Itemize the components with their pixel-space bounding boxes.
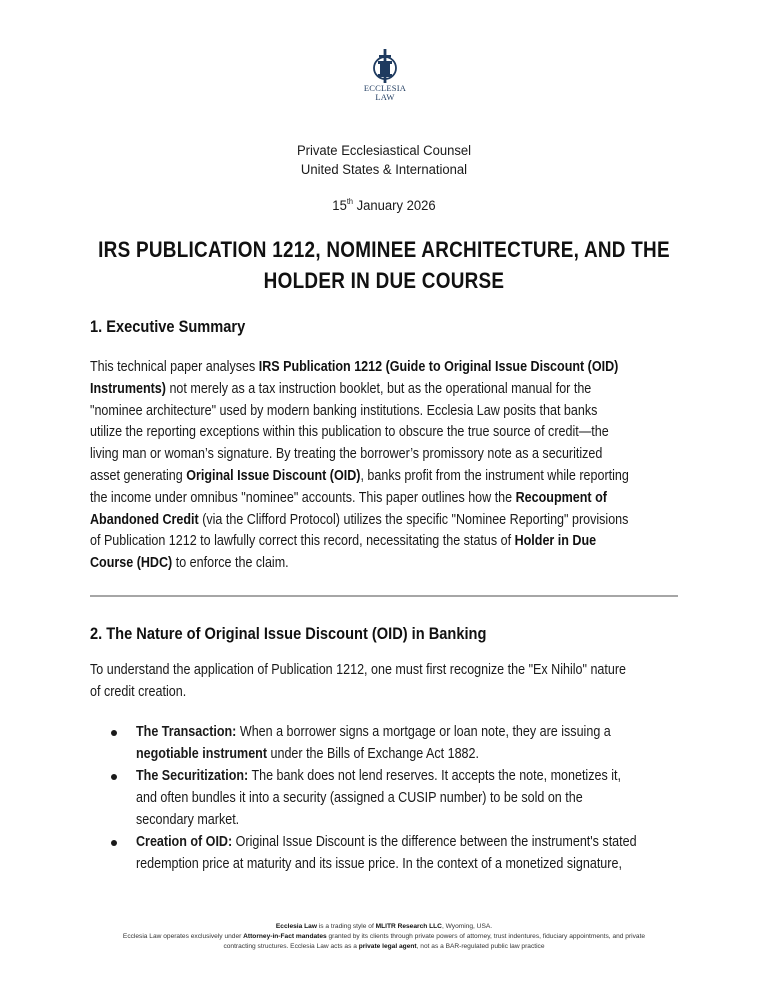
text-line bbox=[90, 444, 676, 466]
date-day: 15 bbox=[332, 198, 347, 214]
section-1-heading: 1. Executive Summary bbox=[90, 317, 246, 336]
text: contracting structures. Ecclesia Law acts as a bbox=[223, 943, 359, 950]
page-footer bbox=[0, 922, 768, 952]
intro-line: To understand the application of Publication 1212, one must first recognize the "Ex Nihilo" nature bbox=[90, 662, 627, 678]
date-month-year: January 2026 bbox=[352, 198, 436, 214]
text-line bbox=[136, 854, 672, 876]
text: not merely as a tax instruction booklet, but as the operational manual for the bbox=[165, 380, 592, 397]
intro-line: of credit creation. bbox=[90, 683, 187, 700]
text-line bbox=[90, 510, 676, 532]
text: is a trading style of bbox=[316, 923, 376, 930]
text-line bbox=[90, 531, 676, 553]
text: Ecclesia Law operates exclusively under bbox=[122, 933, 244, 940]
bullet-text bbox=[136, 832, 672, 876]
title-line-1: IRS PUBLICATION 1212, NOMINEE ARCHITECTURE, AND THE bbox=[98, 237, 670, 262]
firm-descriptor bbox=[31, 142, 738, 180]
bold-text: negotiable instrument bbox=[136, 745, 268, 762]
text: to enforce the claim. bbox=[172, 555, 289, 572]
bold-text: Ecclesia Law bbox=[275, 923, 317, 930]
text-line bbox=[136, 766, 672, 788]
text: granted by its clients through private powers of attorney, trust indentures, fiduciary appointments, and private bbox=[326, 933, 646, 940]
org-line-2: United States & International bbox=[300, 162, 468, 178]
text-line bbox=[136, 722, 672, 744]
date-suffix: th bbox=[346, 197, 353, 206]
bullet-icon bbox=[111, 774, 117, 780]
text: living man or woman’s signature. By treating the borrower’s promissory note as a securitized bbox=[90, 446, 603, 463]
text: and often bundles it into a security (assigned a CUSIP number) to be sold on the bbox=[136, 789, 583, 806]
text-line bbox=[136, 810, 672, 832]
text: This technical paper analyses bbox=[90, 359, 259, 375]
text: utilize the reporting exceptions within this publication to obscure the true source of credit—the bbox=[90, 424, 609, 441]
text: , not as a BAR-regulated public law practice bbox=[416, 943, 545, 950]
section-divider bbox=[90, 595, 678, 597]
bold-text: MLITR Research LLC bbox=[375, 923, 442, 930]
text: , Wyoming, USA. bbox=[441, 923, 493, 930]
bold-text: The Securitization: bbox=[136, 768, 249, 784]
bold-text: Creation of OID: bbox=[136, 834, 233, 850]
bold-text: Abandoned Credit bbox=[90, 511, 199, 528]
bullet-text bbox=[136, 766, 672, 831]
bold-text: Holder in Due bbox=[514, 533, 597, 550]
bold-text: IRS Publication 1212 (Guide to Original Issue Discount (OID) bbox=[258, 359, 619, 375]
column-cross-emblem-icon bbox=[370, 48, 400, 84]
bold-text: Instruments) bbox=[90, 380, 166, 397]
text: under the Bills of Exchange Act 1882. bbox=[267, 745, 479, 762]
text-line bbox=[90, 488, 676, 510]
text-line bbox=[90, 466, 676, 488]
text: When a borrower signs a mortgage or loan note, they are issuing a bbox=[236, 724, 611, 740]
footer-line-3 bbox=[0, 942, 768, 952]
footer-line-1 bbox=[0, 922, 768, 932]
text: the income under omnibus "nominee" accounts. This paper outlines how the bbox=[90, 489, 516, 506]
bold-text: Original Issue Discount (OID) bbox=[186, 467, 361, 484]
title-line-2: HOLDER IN DUE COURSE bbox=[263, 268, 505, 293]
text-line bbox=[90, 422, 676, 444]
text: (via the Clifford Protocol) utilizes the specific "Nominee Reporting" provisions bbox=[198, 511, 629, 528]
bold-text: Course (HDC) bbox=[90, 555, 173, 572]
text: Original Issue Discount is the difference between the instrument's stated bbox=[232, 834, 637, 850]
firm-logo bbox=[359, 48, 411, 112]
bold-text: The Transaction: bbox=[136, 724, 237, 740]
section-2-intro bbox=[90, 660, 676, 704]
text: , banks profit from the instrument while reporting bbox=[360, 467, 629, 484]
bullet-text bbox=[136, 722, 672, 766]
text-line bbox=[90, 357, 676, 379]
text: of Publication 1212 to lawfully correct this record, necessitating the status of bbox=[90, 533, 515, 550]
bold-text: Attorney-in-Fact mandates bbox=[243, 933, 327, 940]
logo-wordmark-line2: LAW bbox=[375, 92, 395, 102]
executive-summary-paragraph bbox=[90, 357, 676, 575]
text-line bbox=[136, 744, 672, 766]
document-title bbox=[54, 234, 714, 296]
text: The bank does not lend reserves. It accepts the note, monetizes it, bbox=[248, 768, 621, 784]
footer-line-2 bbox=[0, 932, 768, 942]
bold-text: private legal agent bbox=[358, 943, 417, 950]
text-line bbox=[90, 553, 676, 575]
text-line bbox=[136, 788, 672, 810]
text-line bbox=[90, 379, 676, 401]
text-line bbox=[90, 401, 676, 423]
org-line-1: Private Ecclesiastical Counsel bbox=[296, 143, 472, 159]
text: asset generating bbox=[90, 467, 187, 484]
text: "nominee architecture" used by modern banking institutions. Ecclesia Law posits that banks bbox=[90, 402, 598, 419]
bullet-icon bbox=[111, 840, 117, 846]
logo-wordmark-line1: ECCLESIA bbox=[363, 83, 407, 93]
document-date bbox=[31, 197, 738, 216]
bullet-icon bbox=[111, 730, 117, 736]
bold-text: Recoupment of bbox=[515, 489, 607, 506]
text: redemption price at maturity and its issue price. In the context of a monetized signature, bbox=[136, 855, 622, 872]
text: secondary market. bbox=[136, 811, 240, 828]
section-2-heading: 2. The Nature of Original Issue Discount (OID) in Banking bbox=[90, 624, 487, 643]
text-line bbox=[136, 832, 672, 854]
